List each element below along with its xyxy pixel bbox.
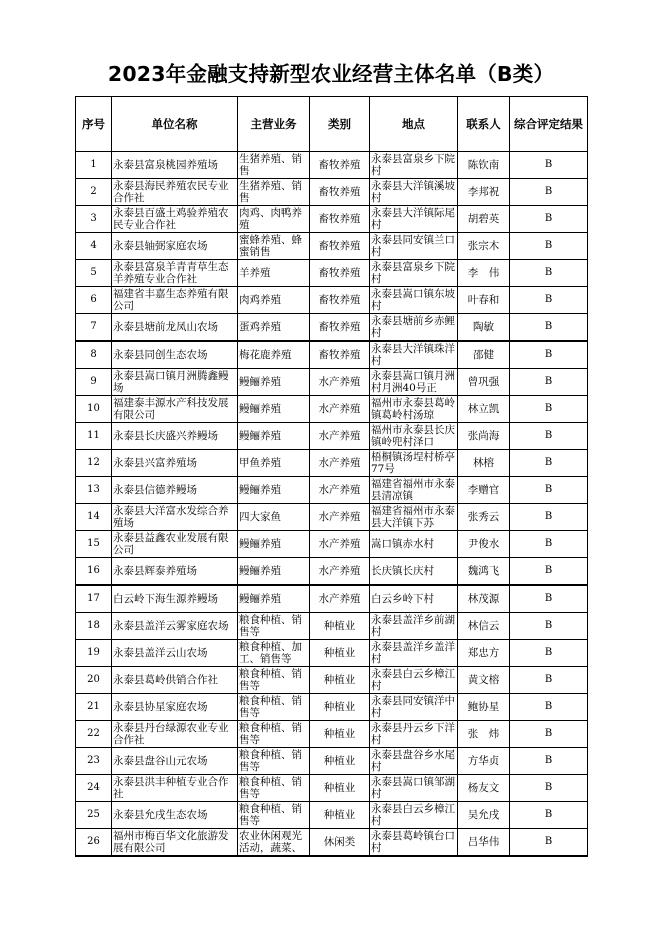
cell-no: 18 — [76, 613, 112, 640]
cell-business — [238, 287, 310, 314]
cell-business — [238, 721, 310, 748]
cell-no: 2 — [76, 179, 112, 206]
cell-name — [112, 829, 238, 857]
cell-category: 种植业 — [310, 802, 370, 829]
cell-contact: 张尚海 — [458, 423, 510, 450]
cell-contact: 郑忠方 — [458, 640, 510, 667]
table-row — [76, 314, 588, 342]
table-row — [76, 829, 588, 857]
cell-business — [238, 504, 310, 531]
cell-name — [112, 314, 238, 342]
cell-business — [238, 802, 310, 829]
cell-business-text: 鳗鲡养殖 — [239, 403, 281, 415]
cell-grade: B — [510, 477, 588, 504]
cell-name-text: 永泰县富泉桃园养殖场 — [113, 159, 218, 171]
cell-location-text: 永泰县葛岭镇台口村 — [371, 830, 455, 854]
cell-grade: B — [510, 369, 588, 396]
cell-location-text: 永泰县盖洋乡前湖村 — [371, 614, 455, 638]
cell-location — [370, 287, 458, 314]
cell-grade: B — [510, 179, 588, 206]
cell-grade: B — [510, 694, 588, 721]
cell-business — [238, 179, 310, 206]
cell-name — [112, 694, 238, 721]
table-header-row — [76, 97, 588, 152]
cell-no: 12 — [76, 450, 112, 477]
cell-business-text: 粮食种植、销售等 — [239, 614, 302, 638]
cell-contact: 林立凯 — [458, 396, 510, 423]
cell-contact: 张宗木 — [458, 233, 510, 260]
cell-location-text: 梧桐镇汤埕村桥亭77号 — [371, 451, 455, 475]
table-row — [76, 721, 588, 748]
table-row — [76, 152, 588, 179]
cell-category: 畜牧养殖 — [310, 152, 370, 179]
cell-business-text: 鳗鲡养殖 — [239, 430, 281, 442]
cell-grade: B — [510, 287, 588, 314]
table-row — [76, 341, 588, 369]
cell-category: 水产养殖 — [310, 396, 370, 423]
cell-contact: 邵健 — [458, 341, 510, 369]
cell-name — [112, 748, 238, 775]
table-row — [76, 477, 588, 504]
cell-name — [112, 206, 238, 233]
table-row — [76, 613, 588, 640]
cell-contact: 林榕 — [458, 450, 510, 477]
cell-location — [370, 531, 458, 558]
cell-contact: 张 炜 — [458, 721, 510, 748]
cell-location-text: 永泰县丹云乡下洋村 — [371, 722, 455, 746]
cell-category: 畜牧养殖 — [310, 314, 370, 342]
cell-name-text: 永泰县辉泰养殖场 — [113, 565, 197, 577]
cell-grade: B — [510, 341, 588, 369]
cell-business-text: 鳗鲡养殖 — [239, 484, 281, 496]
document-title: 2023年金融支持新型农业经营主体名单（B类） — [107, 62, 555, 86]
cell-contact: 叶春和 — [458, 287, 510, 314]
cell-contact: 陶敏 — [458, 314, 510, 342]
cell-business-text: 肉鸡养殖 — [239, 294, 281, 306]
cell-name-text: 永泰县协星家庭农场 — [113, 701, 208, 713]
cell-name — [112, 369, 238, 396]
cell-grade: B — [510, 396, 588, 423]
table-row — [76, 558, 588, 586]
cell-name-text: 永泰县百盛土鸡验养殖农民专业合作社 — [113, 207, 229, 231]
cell-name-text: 永泰县益鑫农业发展有限公司 — [113, 532, 229, 556]
cell-business-text: 粮食种植、销售等 — [239, 803, 302, 827]
cell-category: 水产养殖 — [310, 450, 370, 477]
cell-contact: 方华贞 — [458, 748, 510, 775]
cell-location-text: 永泰县同安镇兰口村 — [371, 234, 455, 258]
cell-name-text: 白云岭下海生源养鳗场 — [113, 593, 218, 605]
cell-grade: B — [510, 775, 588, 802]
cell-business-text: 生猪养殖、销售 — [239, 153, 302, 177]
cell-business — [238, 341, 310, 369]
cell-contact: 曾巩强 — [458, 369, 510, 396]
cell-category: 水产养殖 — [310, 504, 370, 531]
cell-business-text: 蛋鸡养殖 — [239, 321, 281, 333]
table-row — [76, 504, 588, 531]
cell-business-text: 鳗鲡养殖 — [239, 565, 281, 577]
cell-location-text: 永泰县塘前乡赤鲤村 — [371, 315, 455, 339]
cell-name — [112, 667, 238, 694]
cell-contact: 鲍协星 — [458, 694, 510, 721]
cell-no: 6 — [76, 287, 112, 314]
table-row — [76, 260, 588, 287]
cell-location — [370, 233, 458, 260]
cell-business — [238, 314, 310, 342]
cell-name — [112, 450, 238, 477]
header-grade: 综合评定结果 — [510, 97, 588, 152]
cell-location — [370, 829, 458, 857]
cell-location — [370, 477, 458, 504]
cell-name — [112, 802, 238, 829]
table-row — [76, 585, 588, 613]
table-row — [76, 423, 588, 450]
cell-category: 畜牧养殖 — [310, 206, 370, 233]
cell-name — [112, 531, 238, 558]
cell-grade: B — [510, 802, 588, 829]
cell-business-text: 粮食种植、销售等 — [239, 668, 302, 692]
cell-location — [370, 694, 458, 721]
cell-contact: 张秀云 — [458, 504, 510, 531]
cell-grade: B — [510, 585, 588, 613]
cell-location — [370, 206, 458, 233]
cell-contact: 李 伟 — [458, 260, 510, 287]
cell-business — [238, 667, 310, 694]
cell-name — [112, 613, 238, 640]
cell-location-text: 永泰县同安镇洋中村 — [371, 695, 455, 719]
cell-location-text: 福州市永泰县葛岭镇葛岭村汤琼 — [371, 397, 455, 421]
header-location: 地点 — [370, 97, 458, 152]
cell-location — [370, 585, 458, 613]
cell-grade: B — [510, 233, 588, 260]
cell-contact: 胡碧英 — [458, 206, 510, 233]
cell-business-text: 梅花鹿养殖 — [239, 349, 292, 361]
cell-no: 11 — [76, 423, 112, 450]
cell-contact: 李邦祝 — [458, 179, 510, 206]
cell-name-text: 永泰县盘谷山元农场 — [113, 755, 208, 767]
table-row — [76, 775, 588, 802]
table-row — [76, 179, 588, 206]
cell-business-text: 农业休闲观光活动，蔬菜、 — [239, 830, 302, 854]
cell-location — [370, 721, 458, 748]
cell-no: 14 — [76, 504, 112, 531]
header-business: 主营业务 — [238, 97, 310, 152]
cell-location — [370, 504, 458, 531]
cell-no: 19 — [76, 640, 112, 667]
cell-location — [370, 558, 458, 586]
cell-business — [238, 531, 310, 558]
cell-name-text: 永泰县嵩口镇月洲腾鑫鳗场 — [113, 370, 229, 394]
cell-no: 5 — [76, 260, 112, 287]
cell-name-text: 永泰县同创生态农场 — [113, 349, 208, 361]
cell-location — [370, 775, 458, 802]
cell-location — [370, 341, 458, 369]
header-no: 序号 — [76, 97, 112, 152]
cell-name — [112, 341, 238, 369]
cell-name — [112, 423, 238, 450]
cell-business — [238, 477, 310, 504]
cell-business — [238, 423, 310, 450]
cell-location-text: 白云乡岭下村 — [371, 593, 434, 605]
cell-name-text: 永泰县信德养鳗场 — [113, 484, 197, 496]
cell-location — [370, 396, 458, 423]
cell-name-text: 永泰县盖洋云山农场 — [113, 647, 208, 659]
cell-name — [112, 585, 238, 613]
cell-location-text: 永泰县盖洋乡盖洋村 — [371, 641, 455, 665]
cell-contact: 林茂源 — [458, 585, 510, 613]
cell-business-text: 蜜蜂养殖、蜂蜜销售 — [239, 234, 302, 258]
cell-name-text: 永泰县塘前龙凤山农场 — [113, 321, 218, 333]
table-body — [76, 152, 588, 857]
cell-no: 4 — [76, 233, 112, 260]
cell-grade: B — [510, 829, 588, 857]
cell-name-text: 永泰县富泉羊青青草生态羊养殖专业合作社 — [113, 261, 229, 285]
cell-business-text: 粮食种植、销售等 — [239, 722, 302, 746]
cell-location-text: 永泰县白云乡樟江村 — [371, 803, 455, 827]
cell-business — [238, 206, 310, 233]
cell-no: 8 — [76, 341, 112, 369]
cell-name-text: 永泰县长庆盛兴养鳗场 — [113, 430, 218, 442]
cell-name-text: 永泰县洪丰种植专业合作社 — [113, 776, 229, 800]
cell-contact: 尹俊水 — [458, 531, 510, 558]
cell-no: 7 — [76, 314, 112, 342]
cell-business-text: 粮食种植、销售等 — [239, 776, 302, 800]
cell-location — [370, 179, 458, 206]
cell-no: 25 — [76, 802, 112, 829]
cell-name — [112, 640, 238, 667]
cell-business — [238, 748, 310, 775]
cell-name — [112, 396, 238, 423]
cell-business-text: 四大家鱼 — [239, 511, 281, 523]
cell-name-text: 永泰县轴弼家庭农场 — [113, 240, 208, 252]
cell-category: 种植业 — [310, 748, 370, 775]
cell-grade: B — [510, 531, 588, 558]
cell-category: 水产养殖 — [310, 477, 370, 504]
cell-location-text: 永泰县嵩口镇邹湖村 — [371, 776, 455, 800]
cell-location — [370, 314, 458, 342]
cell-location-text: 福建省福州市永泰县大洋镇下苏 — [371, 505, 455, 529]
header-category: 类别 — [310, 97, 370, 152]
cell-name-text: 福建省丰嘉生态养殖有限公司 — [113, 288, 229, 312]
cell-business — [238, 829, 310, 857]
cell-no: 3 — [76, 206, 112, 233]
cell-business — [238, 558, 310, 586]
cell-business-text: 生猪养殖、销售 — [239, 180, 302, 204]
cell-category: 水产养殖 — [310, 558, 370, 586]
table-row — [76, 287, 588, 314]
cell-location-text: 长庆镇长庆村 — [371, 565, 434, 577]
cell-name-text: 永泰县允戌生态农场 — [113, 809, 208, 821]
cell-location-text: 永泰县大洋镇际尾村 — [371, 207, 455, 231]
cell-contact: 吕华伟 — [458, 829, 510, 857]
cell-grade: B — [510, 314, 588, 342]
cell-contact: 黄文榕 — [458, 667, 510, 694]
cell-grade: B — [510, 423, 588, 450]
cell-location-text: 永泰县大洋镇溪坡村 — [371, 180, 455, 204]
cell-business-text: 鳗鲡养殖 — [239, 593, 281, 605]
cell-name — [112, 477, 238, 504]
cell-business-text: 甲鱼养殖 — [239, 457, 281, 469]
cell-category: 种植业 — [310, 613, 370, 640]
cell-location-text: 永泰县富泉乡下院村 — [371, 153, 455, 177]
table-row — [76, 396, 588, 423]
cell-business-text: 鳗鲡养殖 — [239, 538, 281, 550]
cell-category: 种植业 — [310, 667, 370, 694]
cell-category: 休闲类 — [310, 829, 370, 857]
cell-no: 15 — [76, 531, 112, 558]
cell-name — [112, 721, 238, 748]
cell-category: 水产养殖 — [310, 369, 370, 396]
cell-no: 16 — [76, 558, 112, 586]
table-row — [76, 640, 588, 667]
cell-business — [238, 694, 310, 721]
table-row — [76, 206, 588, 233]
cell-name-text: 永泰县葛岭供销合作社 — [113, 674, 218, 686]
table-row — [76, 369, 588, 396]
cell-grade: B — [510, 613, 588, 640]
cell-category: 畜牧养殖 — [310, 287, 370, 314]
cell-no: 13 — [76, 477, 112, 504]
cell-grade: B — [510, 667, 588, 694]
cell-business — [238, 233, 310, 260]
cell-location-text: 嵩口镇赤水村 — [371, 538, 434, 550]
cell-category: 种植业 — [310, 775, 370, 802]
cell-location-text: 永泰县嵩口镇东坡村 — [371, 288, 455, 312]
table-row — [76, 531, 588, 558]
cell-business-text: 鳗鲡养殖 — [239, 376, 281, 388]
cell-location-text: 福建省福州市永泰县清凉镇 — [371, 478, 455, 502]
cell-category: 畜牧养殖 — [310, 233, 370, 260]
cell-grade: B — [510, 504, 588, 531]
cell-business — [238, 775, 310, 802]
cell-no: 21 — [76, 694, 112, 721]
cell-business — [238, 396, 310, 423]
cell-location-text: 永泰县嵩口镇月洲村月洲40号正 — [371, 370, 455, 394]
cell-name-text: 永泰县大洋富水发综合养殖场 — [113, 505, 229, 529]
entity-list-table — [75, 96, 588, 857]
cell-location — [370, 613, 458, 640]
cell-business — [238, 152, 310, 179]
cell-location — [370, 450, 458, 477]
header-contact: 联系人 — [458, 97, 510, 152]
cell-business — [238, 369, 310, 396]
table-row — [76, 802, 588, 829]
cell-name — [112, 504, 238, 531]
cell-business — [238, 260, 310, 287]
cell-category: 水产养殖 — [310, 423, 370, 450]
cell-business — [238, 640, 310, 667]
cell-location — [370, 369, 458, 396]
cell-category: 水产养殖 — [310, 531, 370, 558]
cell-category: 水产养殖 — [310, 585, 370, 613]
cell-no: 1 — [76, 152, 112, 179]
cell-contact: 杨友文 — [458, 775, 510, 802]
cell-name-text: 福建泰丰源水产科技发展有限公司 — [113, 397, 229, 421]
cell-business-text: 粮食种植、销售等 — [239, 749, 302, 773]
cell-location-text: 永泰县富泉乡下院村 — [371, 261, 455, 285]
cell-name — [112, 775, 238, 802]
cell-location-text: 永泰县大洋镇珠洋村 — [371, 343, 455, 367]
cell-name — [112, 152, 238, 179]
cell-grade: B — [510, 206, 588, 233]
table-row — [76, 748, 588, 775]
cell-business-text: 粮食种植、加工、销售等 — [239, 641, 302, 665]
cell-no: 10 — [76, 396, 112, 423]
cell-name — [112, 179, 238, 206]
table-row — [76, 233, 588, 260]
cell-grade: B — [510, 721, 588, 748]
cell-grade: B — [510, 640, 588, 667]
cell-name-text: 永泰县盖洋云雾家庭农场 — [113, 620, 229, 632]
cell-business — [238, 585, 310, 613]
cell-name — [112, 558, 238, 586]
cell-name-text: 永泰县兴富养殖场 — [113, 457, 197, 469]
cell-no: 22 — [76, 721, 112, 748]
cell-grade: B — [510, 260, 588, 287]
cell-no: 24 — [76, 775, 112, 802]
cell-business — [238, 450, 310, 477]
cell-location — [370, 423, 458, 450]
cell-no: 20 — [76, 667, 112, 694]
cell-name — [112, 260, 238, 287]
table-row — [76, 667, 588, 694]
table-row — [76, 694, 588, 721]
cell-business-text: 羊养殖 — [239, 267, 271, 279]
cell-contact: 吴允戌 — [458, 802, 510, 829]
cell-name-text: 永泰县丹台绿源农业专业合作社 — [113, 722, 229, 746]
cell-category: 畜牧养殖 — [310, 341, 370, 369]
cell-location-text: 永泰县白云乡樟江村 — [371, 668, 455, 692]
cell-category: 种植业 — [310, 721, 370, 748]
cell-location — [370, 152, 458, 179]
cell-no: 23 — [76, 748, 112, 775]
cell-business — [238, 613, 310, 640]
cell-no: 9 — [76, 369, 112, 396]
cell-no: 17 — [76, 585, 112, 613]
cell-name — [112, 287, 238, 314]
cell-location — [370, 667, 458, 694]
cell-location — [370, 260, 458, 287]
cell-category: 畜牧养殖 — [310, 260, 370, 287]
cell-grade: B — [510, 558, 588, 586]
cell-name — [112, 233, 238, 260]
header-name: 单位名称 — [112, 97, 238, 152]
cell-name-text: 福州市梅百华文化旅游发展有限公司 — [113, 830, 229, 854]
cell-business-text: 粮食种植、销售等 — [239, 695, 302, 719]
cell-grade: B — [510, 450, 588, 477]
cell-business-text: 肉鸡、肉鸭养殖 — [239, 207, 302, 231]
cell-category: 种植业 — [310, 640, 370, 667]
cell-location — [370, 748, 458, 775]
cell-contact: 李赠官 — [458, 477, 510, 504]
cell-contact: 陈钦南 — [458, 152, 510, 179]
cell-contact: 林信云 — [458, 613, 510, 640]
cell-contact: 魏鸿飞 — [458, 558, 510, 586]
cell-location — [370, 640, 458, 667]
cell-location — [370, 802, 458, 829]
cell-no: 26 — [76, 829, 112, 857]
cell-grade: B — [510, 152, 588, 179]
cell-grade: B — [510, 748, 588, 775]
table-row — [76, 450, 588, 477]
cell-category: 种植业 — [310, 694, 370, 721]
cell-location-text: 福州市永泰县长庆镇岭兜村泽口 — [371, 424, 455, 448]
cell-category: 畜牧养殖 — [310, 179, 370, 206]
cell-name-text: 永泰县海民养殖农民专业合作社 — [113, 180, 229, 204]
cell-location-text: 永泰县盘谷乡水尾村 — [371, 749, 455, 773]
